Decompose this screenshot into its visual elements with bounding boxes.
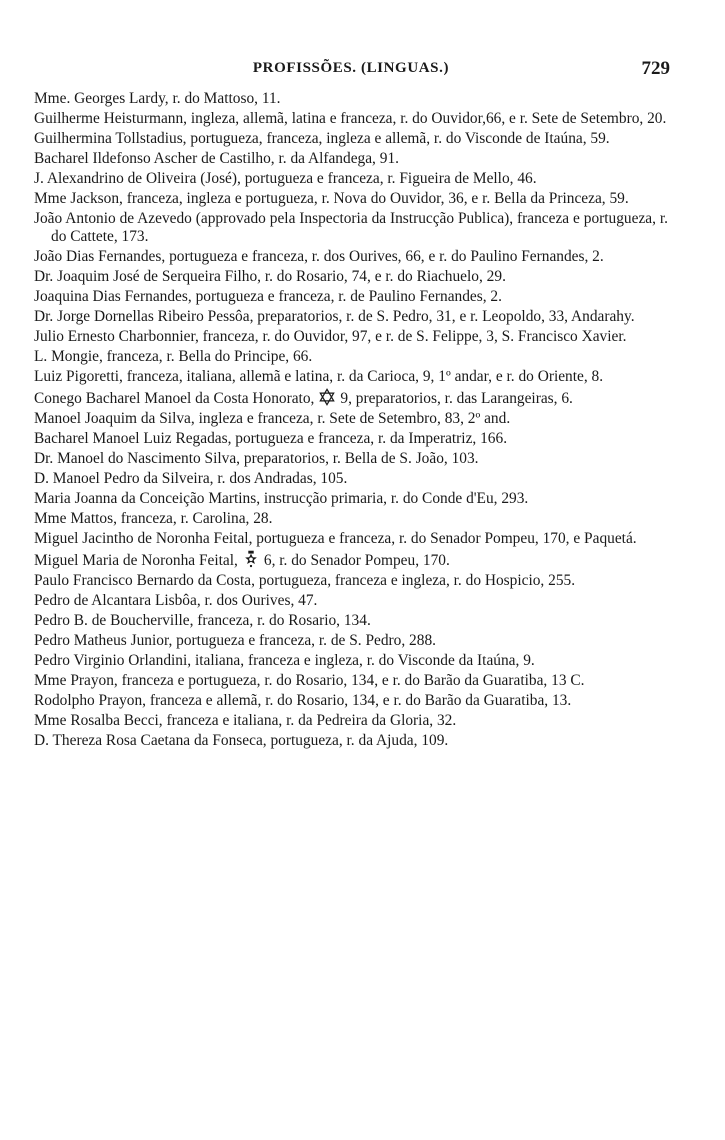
entry-text-before: Conego Bacharel Manoel da Costa Honorato, [34,390,315,408]
entry-text-after: 9, preparatorios, r. das Larangeiras, 6. [340,390,573,408]
order-medal-icon [242,550,260,568]
list-item: D. Thereza Rosa Caetana da Fonseca, portugueza, r. da Ajuda, 109. [34,732,449,750]
page-number: 729 [641,58,670,79]
list-item: D. Manoel Pedro da Silveira, r. dos Andradas, 105. [34,470,348,488]
list-item: Dr. Joaquim José de Serqueira Filho, r. do Rosario, 74, e r. do Riachuelo, 29. [34,268,506,286]
list-item: Dr. Manoel do Nascimento Silva, preparatorios, r. Bella de S. João, 103. [34,450,479,468]
list-item: Manoel Joaquim da Silva, ingleza e franceza, r. Sete de Setembro, 83, 2º and. [34,410,511,428]
list-item: Guilherme Heisturmann, ingleza, allemã, latina e franceza, r. do Ouvidor,66, e r. Sete de Setembro, 20. [34,110,667,127]
list-item: Mme Jackson, franceza, ingleza e portugueza, r. Nova do Ouvidor, 36, e r. Bella da Princeza, 59. [34,190,629,207]
list-item: Paulo Francisco Bernardo da Costa, portugueza, franceza e ingleza, r. do Hospicio, 255. [34,572,576,590]
page-title: PROFISSÕES. (LINGUAS.) [252,60,450,76]
document-page [34,58,668,752]
entry-text-after: 6, r. do Senador Pompeu, 170. [263,552,450,570]
list-item: Pedro Matheus Junior, portugueza e franceza, r. de S. Pedro, 288. [34,632,436,650]
list-item: Mme. Georges Lardy, r. do Mattoso, 11. [34,90,281,107]
list-item: Pedro de Alcantara Lisbôa, r. dos Ourives, 47. [34,592,318,610]
list-item: Mme Prayon, franceza e portugueza, r. do Rosario, 134, e r. do Barão da Guaratiba, 13 C. [34,672,585,690]
list-item: Bacharel Ildefonso Ascher de Castilho, r. da Alfandega, 91. [34,150,399,167]
list-item: João Dias Fernandes, portugueza e franceza, r. dos Ourives, 66, e r. do Paulino Fernandes, 2. [34,248,604,266]
list-item-with-symbol [34,388,668,408]
list-item: Pedro Virginio Orlandini, italiana, franceza e ingleza, r. do Visconde da Itaúna, 9. [34,652,535,670]
list-item: Dr. Jorge Dornellas Ribeiro Pessôa, preparatorios, r. de S. Pedro, 31, e r. Leopoldo, 33, Andarahy. [34,308,635,326]
list-item: Luiz Pigoretti, franceza, italiana, allemã e latina, r. da Carioca, 9, 1º andar, e r. do Oriente, 8. [34,368,604,386]
directory-list [34,90,668,751]
list-item: Julio Ernesto Charbonnier, franceza, r. do Ouvidor, 97, e r. de S. Felippe, 3, S. Francisco Xavier. [34,328,627,346]
entry-text-before: Miguel Maria de Noronha Feital, [34,552,238,570]
list-item: Mme Mattos, franceza, r. Carolina, 28. [34,510,273,528]
list-item: Pedro B. de Boucherville, franceza, r. do Rosario, 134. [34,612,371,630]
list-item: Mme Rosalba Becci, franceza e italiana, r. da Pedreira da Gloria, 32. [34,712,457,730]
list-item: Miguel Jacintho de Noronha Feital, portugueza e franceza, r. do Senador Pompeu, 170, e Paquetá. [34,530,637,548]
list-item: Bacharel Manoel Luiz Regadas, portugueza e franceza, r. da Imperatriz, 166. [34,430,508,448]
running-head [34,58,668,86]
list-item: Rodolpho Prayon, franceza e allemã, r. do Rosario, 134, e r. do Barão da Guaratiba, 13. [34,692,572,710]
list-item: João Antonio de Azevedo (approvado pela Inspectoria da Instrucção Publica), franceza e portugueza, r. do Cattete, 173. [34,210,668,246]
star-of-david-icon [318,388,336,406]
list-item: J. Alexandrino de Oliveira (José), portugueza e franceza, r. Figueira de Mello, 46. [34,170,537,187]
list-item: Joaquina Dias Fernandes, portugueza e franceza, r. de Paulino Fernandes, 2. [34,288,502,306]
list-item: L. Mongie, franceza, r. Bella do Principe, 66. [34,348,313,366]
list-item: Guilhermina Tollstadius, portugueza, franceza, ingleza e allemã, r. do Visconde de Itaúna, 59. [34,130,610,147]
list-item: Maria Joanna da Conceição Martins, instrucção primaria, r. do Conde d'Eu, 293. [34,490,529,508]
list-item-with-symbol [34,550,668,570]
